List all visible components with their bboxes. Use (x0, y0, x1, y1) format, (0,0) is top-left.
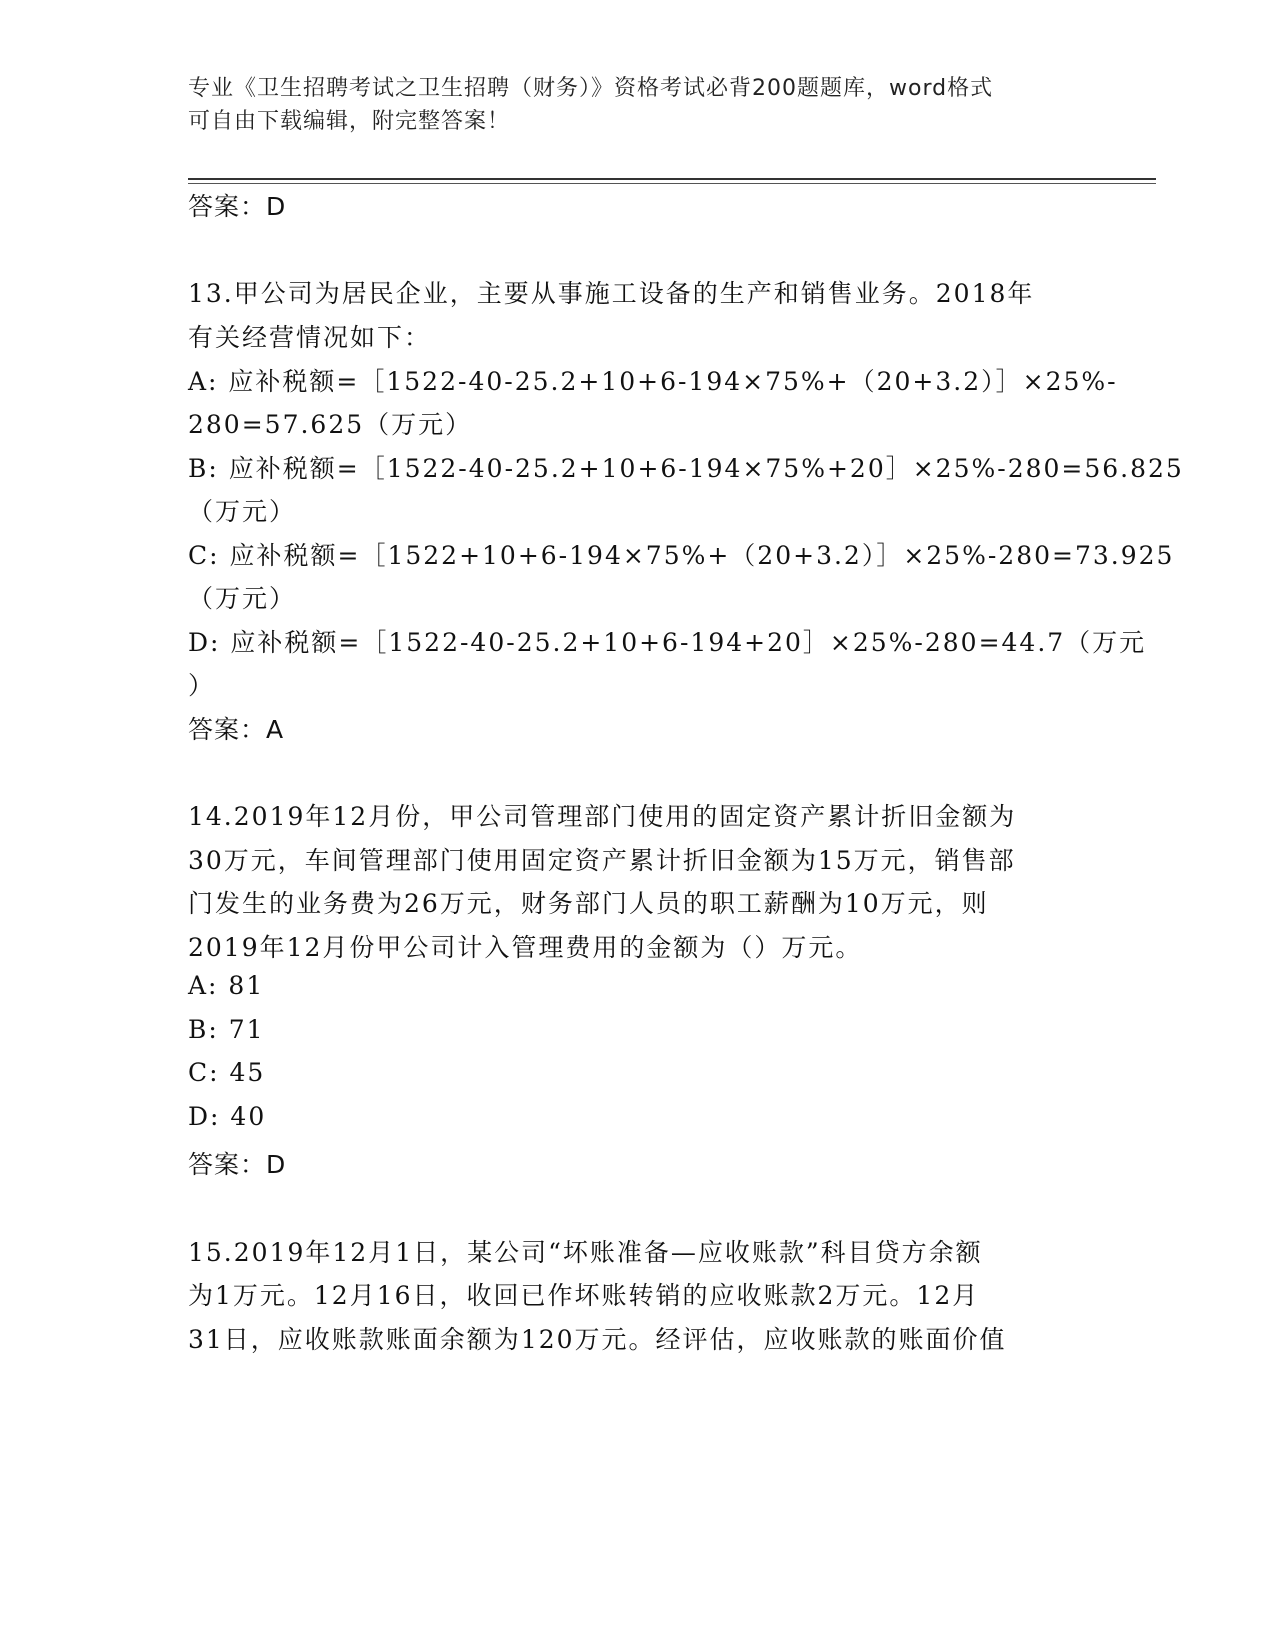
q13-option-c-line-2: （万元） (188, 584, 297, 613)
q14-stem-line-2: 30万元，车间管理部门使用固定资产累计折旧金额为15万元，销售部 (188, 846, 1016, 875)
q15-stem-line-3: 31日，应收账款账面余额为120万元。经评估，应收账款的账面价值 (188, 1325, 1007, 1354)
q13-stem-line-2: 有关经营情况如下： (188, 323, 432, 352)
q13-option-b-line-2: （万元） (188, 497, 297, 526)
q13-answer: 答案：A (188, 715, 285, 744)
q15-stem-line-1: 15.2019年12月1日，某公司“坏账准备—应收账款”科目贷方余额 (188, 1238, 983, 1267)
header-rule-thick (188, 178, 1156, 180)
q13-option-d-line-2: ） (188, 671, 216, 700)
header-line-2: 可自由下载编辑，附完整答案！ (188, 109, 511, 134)
q14-option-b: B: 71 (188, 1015, 265, 1044)
q14-option-c: C: 45 (188, 1058, 266, 1087)
page-header (188, 72, 1088, 138)
q13-option-c-line-1: C: 应补税额=［1522+10+6-194×75%+（20+3.2）］×25%-280=73.925 (188, 541, 1175, 570)
q14-option-a: A: 81 (188, 971, 265, 1000)
q13-stem-line-1: 13.甲公司为居民企业，主要从事施工设备的生产和销售业务。2018年 (188, 279, 1035, 308)
q15-stem-line-2: 为1万元。12月16日，收回已作坏账转销的应收账款2万元。12月 (188, 1281, 980, 1310)
q14-answer: 答案：D (188, 1150, 287, 1179)
q13-option-d-line-1: D: 应补税额=［1522-40-25.2+10+6-194+20］×25%-280=44.7（万元 (188, 628, 1147, 657)
header-line-1: 专业《卫生招聘考试之卫生招聘（财务）》资格考试必背200题题库，word格式 (188, 76, 994, 101)
q13-option-a-line-2: 280=57.625（万元） (188, 410, 473, 439)
q13-option-a-line-1: A: 应补税额=［1522-40-25.2+10+6-194×75%+（20+3.2）］×25%- (188, 367, 1118, 396)
q13-option-b-line-1: B: 应补税额=［1522-40-25.2+10+6-194×75%+20］×25%-280=56.825 (188, 454, 1184, 483)
q14-stem-line-4: 2019年12月份甲公司计入管理费用的金额为（）万元。 (188, 933, 863, 962)
q14-option-d: D: 40 (188, 1102, 267, 1131)
q12-answer: 答案：D (188, 192, 287, 221)
q14-stem-line-3: 门发生的业务费为26万元，财务部门人员的职工薪酬为10万元，则 (188, 889, 989, 918)
q14-stem-line-1: 14.2019年12月份，甲公司管理部门使用的固定资产累计折旧金额为 (188, 802, 1017, 831)
header-rule-thin (188, 183, 1156, 184)
